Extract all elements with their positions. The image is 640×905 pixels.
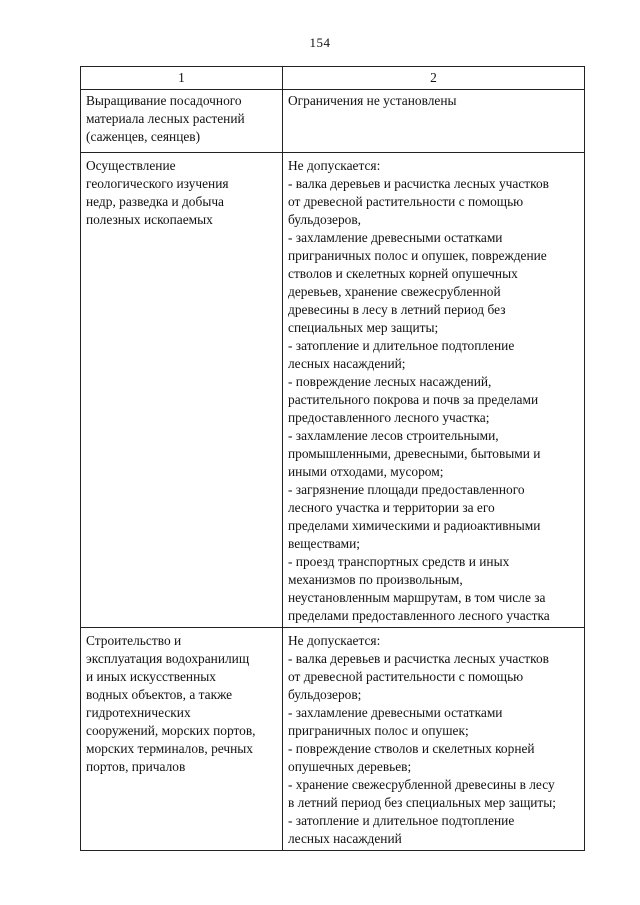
- text-line: лесных насаждений;: [288, 356, 406, 371]
- text-line: - захламление древесными остатками: [288, 230, 503, 245]
- table-header-row: [81, 67, 585, 90]
- table-row: [81, 153, 585, 628]
- text-line: - захламление древесными остатками: [288, 705, 503, 720]
- restrictions-table: [80, 66, 585, 851]
- text-line: гидротехнических: [86, 705, 191, 720]
- table-row: [81, 90, 585, 153]
- activity-cell: [81, 90, 283, 153]
- text-line: стволов и скелетных корней опушечных: [288, 266, 518, 281]
- text-line: растительного покрова и почв за пределами: [288, 392, 539, 407]
- restrictions-cell: [283, 90, 585, 153]
- text-line: пределами химическими и радиоактивными: [288, 518, 541, 533]
- text-line: водных объектов, а также: [86, 687, 233, 702]
- text-line: приграничных полос и опушек;: [288, 723, 469, 738]
- text-line: Осуществление: [86, 158, 176, 173]
- text-line: полезных ископаемых: [86, 212, 213, 227]
- text-line: - валка деревьев и расчистка лесных участков: [288, 176, 549, 191]
- page-number: 154: [309, 35, 331, 50]
- text-line: портов, причалов: [86, 759, 186, 774]
- text-line: от древесной растительности с помощью: [288, 669, 524, 684]
- activity-cell: [81, 628, 283, 851]
- text-line: - затопление и длительное подтопление: [288, 813, 515, 828]
- text-line: лесных насаждений: [288, 831, 402, 846]
- text-line: пределами предоставленного лесного участка: [288, 608, 550, 623]
- text-line: недр, разведка и добыча: [86, 194, 224, 209]
- text-line: древесины в лесу в летний период без: [288, 302, 506, 317]
- text-line: - захламление лесов строительными,: [288, 428, 499, 443]
- text-line: сооружений, морских портов,: [86, 723, 256, 738]
- text-line: (саженцев, сеянцев): [86, 129, 201, 144]
- text-line: - валка деревьев и расчистка лесных участков: [288, 651, 549, 666]
- text-line: материала лесных растений: [86, 111, 245, 126]
- text-line: Не допускается:: [288, 158, 381, 173]
- text-line: промышленными, древесными, бытовыми и: [288, 446, 541, 461]
- restrictions-cell: [283, 628, 585, 851]
- text-line: - загрязнение площади предоставленного: [288, 482, 525, 497]
- text-line: - хранение свежесрубленной древесины в лесу: [288, 777, 555, 792]
- text-line: Ограничения не установлены: [288, 93, 457, 108]
- text-line: морских терминалов, речных: [86, 741, 253, 756]
- text-line: механизмов по произвольным,: [288, 572, 463, 587]
- text-line: в летний период без специальных мер защиты;: [288, 795, 556, 810]
- text-line: - повреждение стволов и скелетных корней: [288, 741, 535, 756]
- text-line: лесного участка и территории за его: [288, 500, 495, 515]
- text-line: веществами;: [288, 536, 361, 551]
- text-line: предоставленного лесного участка;: [288, 410, 490, 425]
- text-line: - затопление и длительное подтопление: [288, 338, 515, 353]
- table-row: [81, 628, 585, 851]
- text-line: иными отходами, мусором;: [288, 464, 444, 479]
- column-header-2: 2: [283, 67, 585, 90]
- text-line: приграничных полос и опушек, повреждение: [288, 248, 547, 263]
- text-line: опушечных деревьев;: [288, 759, 412, 774]
- text-line: эксплуатация водохранилищ: [86, 651, 250, 666]
- text-line: и иных искусственных: [86, 669, 216, 684]
- text-line: от древесной растительности с помощью: [288, 194, 524, 209]
- text-line: - проезд транспортных средств и иных: [288, 554, 510, 569]
- column-header-1: 1: [81, 67, 283, 90]
- text-line: геологического изучения: [86, 176, 229, 191]
- text-line: Не допускается:: [288, 633, 381, 648]
- text-line: бульдозеров;: [288, 687, 362, 702]
- text-line: бульдозеров,: [288, 212, 362, 227]
- text-line: деревьев, хранение свежесрубленной: [288, 284, 501, 299]
- text-line: неустановленным маршрутам, в том числе за: [288, 590, 546, 605]
- text-line: - повреждение лесных насаждений,: [288, 374, 492, 389]
- restrictions-cell: [283, 153, 585, 628]
- text-line: специальных мер защиты;: [288, 320, 439, 335]
- activity-cell: [81, 153, 283, 628]
- text-line: Строительство и: [86, 633, 182, 648]
- text-line: Выращивание посадочного: [86, 93, 242, 108]
